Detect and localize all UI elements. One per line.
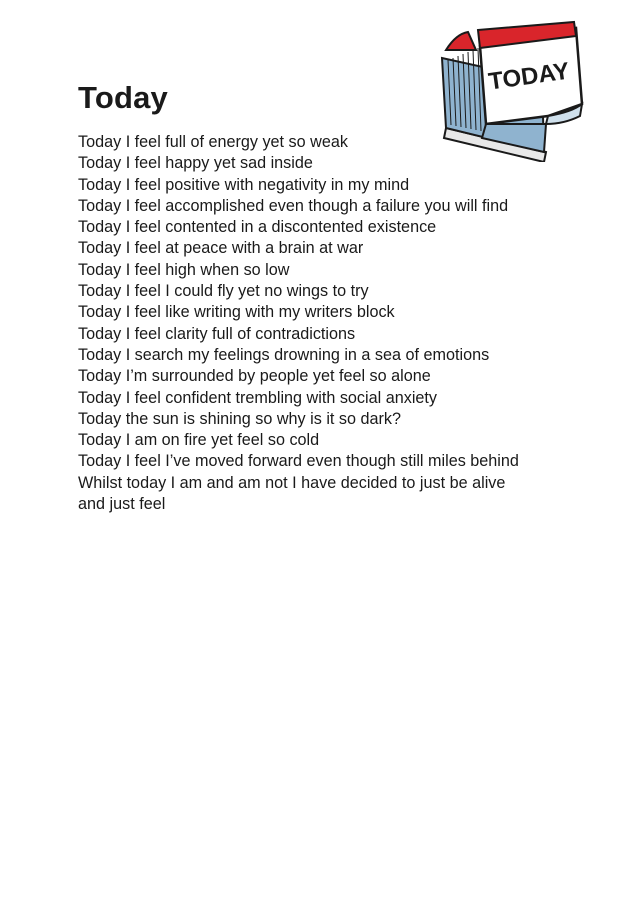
poem-body [78,132,578,515]
poem-line: Today I feel confident trembling with social anxiety [78,388,438,407]
poem-line: Today I feel high when so low [78,260,290,279]
poem-line: Whilst today I am and am not I have decided to just be alive [78,473,506,492]
poem-line: Today I feel like writing with my writers block [78,303,395,322]
poem-line: Today I feel I’ve moved forward even though still miles behind [78,452,519,471]
svg-text:TODAY: TODAY [486,57,572,96]
poem-line: Today I feel contented in a discontented existence [78,218,437,237]
poem-line: Today I search my feelings drowning in a sea of emotions [78,345,490,364]
poem-line: Today I am on fire yet feel so cold [78,431,320,450]
calendar-today-icon [436,20,586,162]
poem-line: Today I feel accomplished even though a failure you will find [78,196,509,215]
page-title: Today [78,80,168,115]
poem-line: Today I feel happy yet sad inside [78,154,313,173]
poem-line: Today I’m surrounded by people yet feel so alone [78,367,431,386]
poem-line: and just feel [78,495,166,514]
poem-line: Today I feel positive with negativity in my mind [78,175,410,194]
poem-line: Today the sun is shining so why is it so dark? [78,409,402,428]
poem-line: Today I feel clarity full of contradictions [78,324,356,343]
poem-line: Today I feel at peace with a brain at war [78,239,364,258]
poem-line: Today I feel full of energy yet so weak [78,133,348,151]
poem-line: Today I feel I could fly yet no wings to try [78,282,369,301]
